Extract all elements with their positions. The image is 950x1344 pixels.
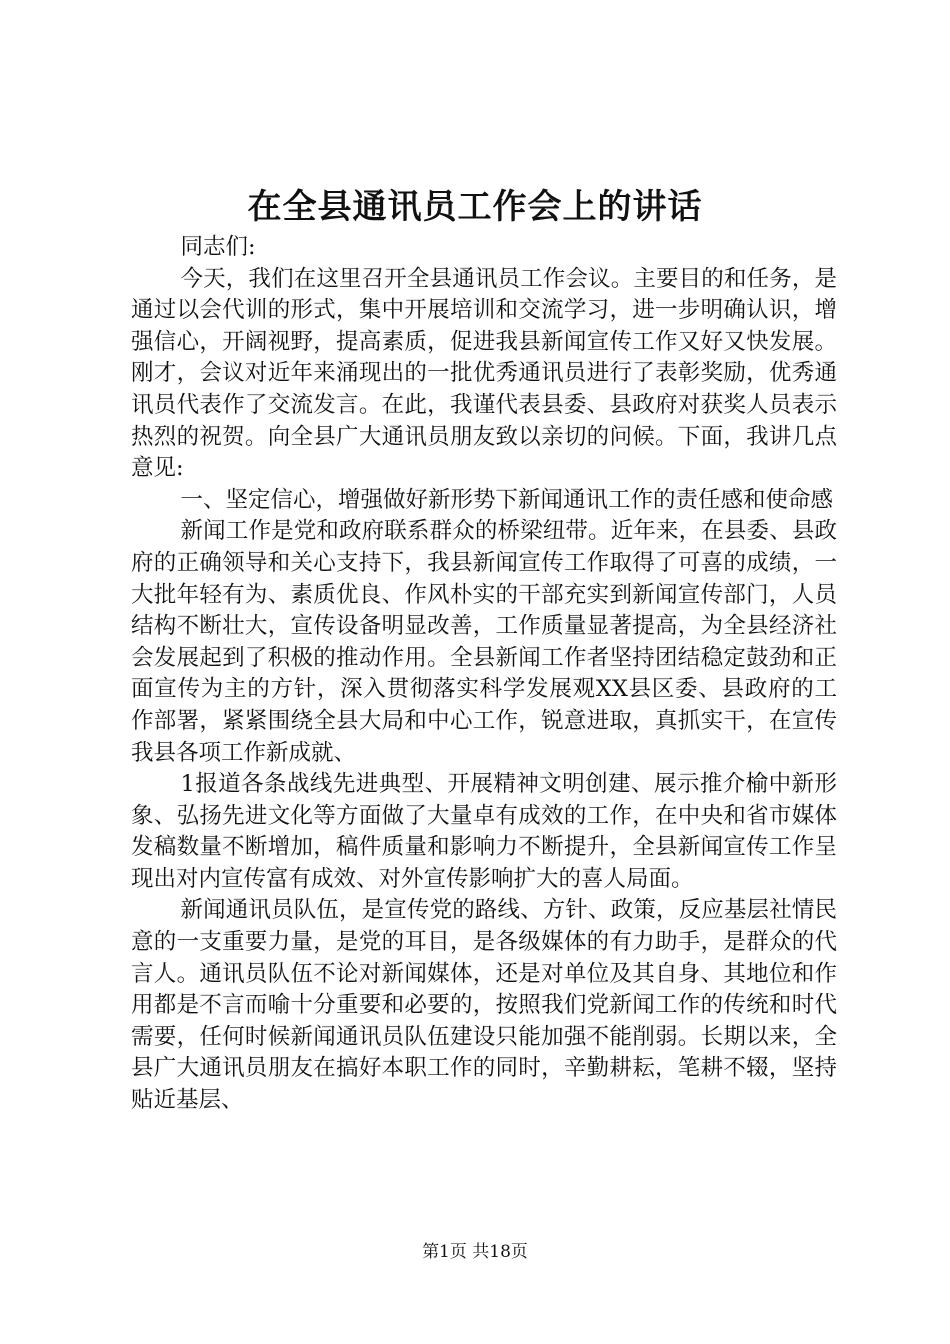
paragraph-news-work: 新闻工作是党和政府联系群众的桥梁纽带。近年来，在县委、县政府的正确领导和关心支持下，我县新闻宣传工作取得了可喜的成绩，一大批年轻有为、素质优良、作风朴实的干部充实到新闻宣传部门，人员结构不断壮大，宣传设备明显改善，工作质量显著提高，为全县经济社会发展起到了积极的推动作用。全县新闻工作者坚持团结稳定鼓劲和正面宣传为主的方针，深入贯彻落实科学发展观XX县区委、县政府的工作部署，紧紧围绕全县大局和中心工作，锐意进取，真抓实干，在宣传我县各项工作新成就、 [131, 518, 837, 766]
page-number-footer: 第1页 共18页 [422, 1242, 528, 1262]
paragraph-correspondents: 新闻通讯员队伍，是宣传党的路线、方针、政策，反应基层社情民意的一支重要力量，是党的耳目，是各级媒体的有力助手，是群众的代言人。通讯员队伍不论对新闻媒体，还是对单位及其自身、其地位和作用都是不言而喻十分重要和必要的，按照我们党新闻工作的传统和时代需要，任何时候新闻通讯员队伍建设只能加强不能削弱。长期以来，全县广大通讯员朋友在搞好本职工作的同时，辛勤耕耘，笔耕不辍，坚持贴近基层、 [131, 897, 837, 1114]
section-heading-1: 一、坚定信心，增强做好新形势下新闻通讯工作的责任感和使命感 [180, 486, 834, 513]
paragraph-intro: 今天，我们在这里召开全县通讯员工作会议。主要目的和任务，是通过以会代训的形式，集中开展培训和交流学习，进一步明确认识，增强信心，开阔视野，提高素质，促进我县新闻宣传工作又好又快发展。刚才，会议对近年来涌现出的一批优秀通讯员进行了表彰奖励，优秀通讯员代表作了交流发言。在此，我谨代表县委、县政府对获奖人员表示热烈的祝贺。向全县广大通讯员朋友致以亲切的问候。下面，我讲几点意见: [131, 265, 837, 482]
document-body [131, 232, 837, 1117]
paragraph-achievements: 1报道各条战线先进典型、开展精神文明创建、展示推介榆中新形象、弘扬先进文化等方面做了大量卓有成效的工作，在中央和省市媒体发稿数量不断增加，稿件质量和影响力不断提升，全县新闻宣传工作呈现出对内宣传富有成效、对外宣传影响扩大的喜人局面。 [131, 771, 837, 892]
document-title: 在全县通讯员工作会上的讲话 [247, 187, 703, 227]
salutation: 同志们: [180, 234, 256, 260]
